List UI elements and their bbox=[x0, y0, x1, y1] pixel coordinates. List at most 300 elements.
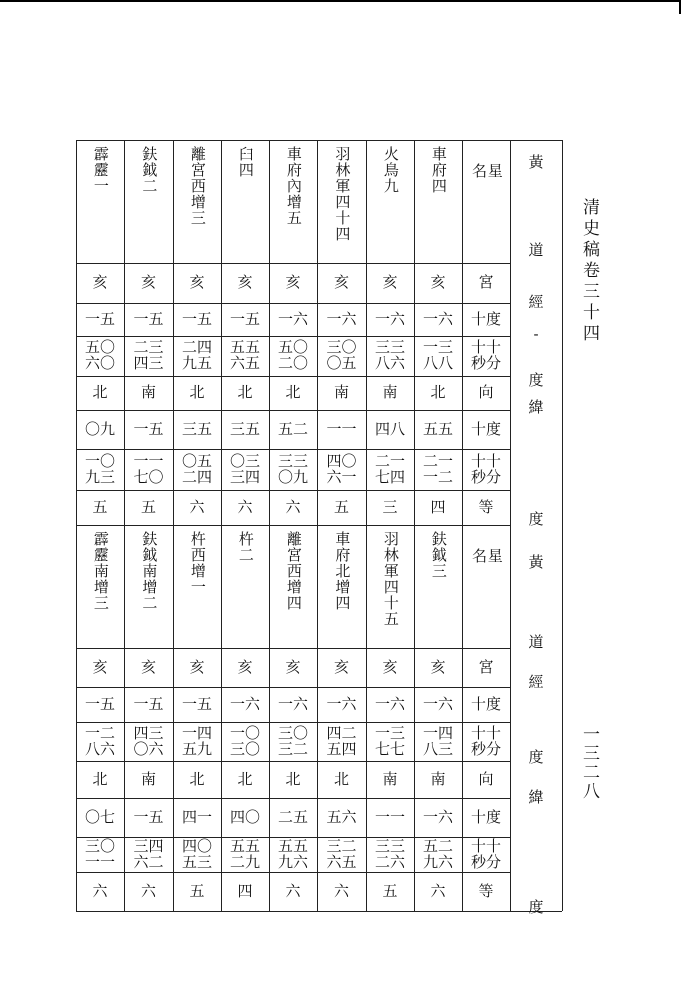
cell-value: 亥 bbox=[285, 273, 301, 292]
star-name-cell bbox=[366, 525, 414, 654]
cell-value: 亥 bbox=[430, 273, 446, 292]
data-cell bbox=[414, 449, 462, 490]
data-cell bbox=[221, 376, 269, 410]
cell-value: 一五 bbox=[133, 309, 164, 328]
cell-value: 亥 bbox=[237, 273, 253, 292]
cell-value: 三四 六二 bbox=[133, 836, 164, 871]
data-cell bbox=[76, 410, 124, 449]
cell-value: 三〇 一一 bbox=[84, 836, 115, 871]
star-name: 車府北增四 bbox=[333, 531, 352, 611]
label-text: 黃 bbox=[528, 552, 544, 571]
star-name-cell bbox=[269, 140, 317, 269]
star-name: 車府四 bbox=[429, 146, 448, 194]
cell-value: 南 bbox=[140, 383, 156, 402]
data-cell bbox=[76, 303, 124, 336]
cell-value: 六 bbox=[333, 881, 349, 900]
header-label: 等 bbox=[478, 497, 494, 516]
cell-value: 亥 bbox=[285, 657, 301, 676]
data-cell bbox=[221, 410, 269, 449]
cell-value: 三三 二六 bbox=[374, 836, 405, 871]
data-cell bbox=[173, 449, 221, 490]
data-cell bbox=[221, 687, 269, 722]
header-cell bbox=[462, 303, 510, 336]
header-cell bbox=[462, 798, 510, 837]
cell-value: 南 bbox=[382, 383, 398, 402]
cell-value: 亥 bbox=[92, 273, 108, 292]
data-cell bbox=[414, 376, 462, 410]
data-cell bbox=[366, 263, 414, 303]
cell-value: 五 bbox=[333, 497, 349, 516]
cell-value: 一六 bbox=[326, 694, 357, 713]
star-name: 鈇鉞二 bbox=[140, 146, 159, 194]
star-name: 霹靂一 bbox=[91, 146, 110, 194]
header-label-cell bbox=[462, 140, 510, 263]
cell-value: 五 bbox=[189, 881, 205, 900]
cell-value: 一六 bbox=[374, 309, 405, 328]
data-cell bbox=[124, 263, 173, 303]
data-cell bbox=[317, 872, 366, 911]
header-label: 星名 bbox=[470, 163, 504, 238]
cell-value: 二五 bbox=[277, 807, 308, 826]
cell-value: 六 bbox=[189, 497, 205, 516]
data-cell bbox=[221, 798, 269, 837]
cell-value: 南 bbox=[140, 769, 156, 788]
star-name-cell bbox=[414, 525, 462, 654]
star-name-cell bbox=[317, 140, 366, 269]
header-label: 十十 秒分 bbox=[470, 338, 501, 372]
star-catalog-table bbox=[76, 140, 562, 916]
data-cell bbox=[317, 761, 366, 798]
data-cell bbox=[269, 648, 317, 687]
label-text: 道 bbox=[528, 240, 544, 259]
header-label: 向 bbox=[478, 383, 494, 402]
data-cell bbox=[414, 263, 462, 303]
label-du bbox=[510, 507, 562, 529]
data-cell bbox=[124, 410, 173, 449]
data-cell bbox=[76, 263, 124, 303]
data-cell bbox=[366, 648, 414, 687]
cell-value: 四〇 五三 bbox=[181, 836, 212, 871]
cell-value: 亥 bbox=[140, 273, 156, 292]
header-cell bbox=[462, 872, 510, 911]
cell-value: 五〇 六〇 bbox=[84, 338, 115, 372]
cell-value: 六 bbox=[140, 881, 156, 900]
cell-value: 二四 九五 bbox=[181, 338, 212, 372]
cell-value: 一五 bbox=[133, 694, 164, 713]
star-name-cell bbox=[76, 525, 124, 654]
cell-value: 北 bbox=[430, 383, 446, 402]
cell-value: 一〇 三〇 bbox=[229, 723, 260, 758]
header-cell bbox=[462, 376, 510, 410]
label-text: 經 bbox=[528, 672, 544, 691]
cell-value: 一五 bbox=[181, 309, 212, 328]
data-cell bbox=[414, 490, 462, 525]
data-cell bbox=[173, 376, 221, 410]
cell-value: 北 bbox=[285, 769, 301, 788]
data-cell bbox=[76, 490, 124, 525]
cell-value: 六 bbox=[285, 497, 301, 516]
star-name: 杵二 bbox=[236, 531, 255, 563]
data-cell bbox=[76, 837, 124, 872]
cell-value: 二三 四三 bbox=[133, 338, 164, 372]
label-du bbox=[510, 368, 562, 390]
cell-value: 南 bbox=[333, 383, 349, 402]
header-cell bbox=[462, 648, 510, 687]
header-label: 十度 bbox=[470, 309, 501, 328]
table-border-line bbox=[76, 911, 562, 912]
data-cell bbox=[76, 376, 124, 410]
cell-value: 四〇 六一 bbox=[326, 451, 357, 486]
cell-value: 一五 bbox=[133, 807, 164, 826]
header-label: 向 bbox=[478, 769, 494, 788]
cell-value: 〇五 二四 bbox=[181, 451, 212, 486]
data-cell bbox=[173, 722, 221, 761]
cell-value: 北 bbox=[189, 769, 205, 788]
data-cell bbox=[366, 303, 414, 336]
data-cell bbox=[317, 263, 366, 303]
header-label: 十度 bbox=[470, 807, 501, 826]
cell-value: 五二 九六 bbox=[422, 836, 453, 871]
cell-value: 五二 bbox=[277, 419, 308, 438]
header-cell bbox=[462, 837, 510, 872]
data-cell bbox=[221, 449, 269, 490]
data-cell bbox=[317, 490, 366, 525]
label-huang bbox=[510, 550, 562, 572]
label-text: 緯 bbox=[528, 787, 544, 806]
label-text: 度 bbox=[528, 897, 544, 916]
data-cell bbox=[317, 722, 366, 761]
cell-value: 一六 bbox=[422, 309, 453, 328]
data-cell bbox=[221, 722, 269, 761]
data-cell bbox=[173, 336, 221, 376]
header-cell bbox=[462, 263, 510, 303]
star-name-cell bbox=[221, 140, 269, 269]
data-cell bbox=[366, 837, 414, 872]
cell-value: 六 bbox=[237, 497, 253, 516]
data-cell bbox=[269, 837, 317, 872]
data-cell bbox=[366, 687, 414, 722]
cell-value: 〇七 bbox=[84, 807, 115, 826]
star-name-cell bbox=[124, 140, 173, 269]
data-cell bbox=[414, 722, 462, 761]
cell-value: 一五 bbox=[229, 309, 260, 328]
star-name-cell bbox=[221, 525, 269, 654]
header-cell bbox=[462, 336, 510, 376]
data-cell bbox=[221, 761, 269, 798]
header-label: 十度 bbox=[470, 694, 501, 713]
header-label: 十十 秒分 bbox=[470, 723, 501, 758]
data-cell bbox=[124, 336, 173, 376]
label-jing bbox=[510, 290, 562, 312]
data-cell bbox=[124, 722, 173, 761]
header-label: 十十 秒分 bbox=[470, 836, 501, 871]
cell-value: 南 bbox=[430, 769, 446, 788]
data-cell bbox=[414, 687, 462, 722]
star-name-cell bbox=[269, 525, 317, 654]
star-name: 臼四 bbox=[236, 146, 255, 178]
data-cell bbox=[414, 837, 462, 872]
star-name: 火鳥九 bbox=[381, 146, 400, 194]
star-name: 杵西增一 bbox=[188, 531, 207, 595]
cell-value: 亥 bbox=[430, 657, 446, 676]
top-border bbox=[0, 0, 681, 2]
data-cell bbox=[124, 449, 173, 490]
star-name-cell bbox=[173, 140, 221, 269]
label-wei bbox=[510, 785, 562, 807]
data-cell bbox=[124, 837, 173, 872]
cell-value: 北 bbox=[237, 769, 253, 788]
star-name: 離宮西增四 bbox=[284, 531, 303, 611]
data-cell bbox=[366, 410, 414, 449]
running-title: 清史稿卷三十四 bbox=[579, 198, 599, 345]
data-cell bbox=[269, 722, 317, 761]
cell-value: 五五 二九 bbox=[229, 836, 260, 871]
star-name-cell bbox=[76, 140, 124, 269]
data-cell bbox=[76, 761, 124, 798]
cell-value: 亥 bbox=[92, 657, 108, 676]
cell-value: 一五 bbox=[181, 694, 212, 713]
data-cell bbox=[76, 872, 124, 911]
cell-value: 三五 bbox=[181, 419, 212, 438]
cell-value: 北 bbox=[285, 383, 301, 402]
data-cell bbox=[76, 336, 124, 376]
cell-value: 三〇 三二 bbox=[277, 723, 308, 758]
cell-value: 北 bbox=[237, 383, 253, 402]
cell-value: 一五 bbox=[133, 419, 164, 438]
cell-value: 二一 一二 bbox=[422, 451, 453, 486]
cell-value: 亥 bbox=[189, 657, 205, 676]
data-cell bbox=[173, 648, 221, 687]
cell-value: 一六 bbox=[277, 694, 308, 713]
cell-value: 六 bbox=[92, 881, 108, 900]
cell-value: 四一 bbox=[181, 807, 212, 826]
cell-value: 亥 bbox=[189, 273, 205, 292]
cell-value: 一二 八六 bbox=[84, 723, 115, 758]
data-cell bbox=[269, 490, 317, 525]
cell-value: 一一 bbox=[326, 419, 357, 438]
header-label: 宮 bbox=[478, 273, 494, 292]
cell-value: 四 bbox=[430, 497, 446, 516]
cell-value: 南 bbox=[382, 769, 398, 788]
star-name-cell bbox=[366, 140, 414, 269]
data-cell bbox=[124, 687, 173, 722]
data-cell bbox=[269, 263, 317, 303]
star-name-cell bbox=[173, 525, 221, 654]
cell-value: 五六 bbox=[326, 807, 357, 826]
cell-value: 一三 七七 bbox=[374, 723, 405, 758]
data-cell bbox=[221, 336, 269, 376]
data-cell bbox=[366, 872, 414, 911]
cell-value: 一五 bbox=[84, 309, 115, 328]
data-cell bbox=[76, 722, 124, 761]
cell-value: 亥 bbox=[382, 657, 398, 676]
cell-value: 四三 〇六 bbox=[133, 723, 164, 758]
data-cell bbox=[317, 336, 366, 376]
data-cell bbox=[269, 872, 317, 911]
label-dash bbox=[510, 323, 562, 345]
star-name: 車府內增五 bbox=[284, 146, 303, 226]
data-cell bbox=[221, 648, 269, 687]
data-cell bbox=[366, 798, 414, 837]
label-text: 經 bbox=[528, 292, 544, 311]
label-text: 道 bbox=[528, 632, 544, 651]
label-dao bbox=[510, 630, 562, 652]
cell-value: 六 bbox=[430, 881, 446, 900]
cell-value: 一六 bbox=[422, 694, 453, 713]
cell-value: 五 bbox=[140, 497, 156, 516]
cell-value: 一一 七〇 bbox=[133, 451, 164, 486]
data-cell bbox=[317, 303, 366, 336]
data-cell bbox=[173, 872, 221, 911]
data-cell bbox=[269, 798, 317, 837]
data-cell bbox=[317, 687, 366, 722]
data-cell bbox=[124, 490, 173, 525]
star-name: 霹靂南增三 bbox=[91, 531, 110, 611]
cell-value: 三〇 〇五 bbox=[326, 338, 357, 372]
data-cell bbox=[317, 837, 366, 872]
data-cell bbox=[269, 449, 317, 490]
header-cell bbox=[462, 687, 510, 722]
data-cell bbox=[414, 303, 462, 336]
cell-value: 一四 五九 bbox=[181, 723, 212, 758]
cell-value: 亥 bbox=[237, 657, 253, 676]
data-cell bbox=[221, 303, 269, 336]
cell-value: 一六 bbox=[374, 694, 405, 713]
data-cell bbox=[414, 872, 462, 911]
data-cell bbox=[366, 761, 414, 798]
cell-value: 〇九 bbox=[84, 419, 115, 438]
data-cell bbox=[173, 837, 221, 872]
data-cell bbox=[366, 490, 414, 525]
label-du bbox=[510, 895, 562, 917]
data-cell bbox=[173, 798, 221, 837]
label-huang bbox=[510, 150, 562, 172]
data-cell bbox=[317, 648, 366, 687]
cell-value: 一一 bbox=[374, 807, 405, 826]
data-cell bbox=[366, 722, 414, 761]
cell-value: 一三 八八 bbox=[422, 338, 453, 372]
header-cell bbox=[462, 410, 510, 449]
star-name: 鈇鉞南增二 bbox=[140, 531, 159, 611]
star-name-cell bbox=[414, 140, 462, 269]
label-text: 緯 bbox=[528, 397, 544, 416]
data-cell bbox=[269, 410, 317, 449]
cell-value: 一五 bbox=[84, 694, 115, 713]
data-cell bbox=[124, 648, 173, 687]
cell-value: 一六 bbox=[326, 309, 357, 328]
cell-value: 〇三 三四 bbox=[229, 451, 260, 486]
header-cell bbox=[462, 490, 510, 525]
data-cell bbox=[221, 263, 269, 303]
data-cell bbox=[414, 798, 462, 837]
header-cell bbox=[462, 722, 510, 761]
cell-value: 四 bbox=[237, 881, 253, 900]
data-cell bbox=[76, 449, 124, 490]
data-cell bbox=[317, 449, 366, 490]
cell-value: 五五 bbox=[422, 419, 453, 438]
cell-value: 亥 bbox=[382, 273, 398, 292]
cell-value: 一六 bbox=[422, 807, 453, 826]
data-cell bbox=[221, 872, 269, 911]
star-name: 羽林軍四十五 bbox=[381, 531, 400, 627]
data-cell bbox=[269, 303, 317, 336]
data-cell bbox=[317, 376, 366, 410]
data-cell bbox=[173, 490, 221, 525]
cell-value: 四二 五四 bbox=[326, 723, 357, 758]
data-cell bbox=[124, 872, 173, 911]
data-cell bbox=[414, 410, 462, 449]
data-cell bbox=[76, 648, 124, 687]
label-text: 度 bbox=[528, 509, 544, 528]
data-cell bbox=[173, 263, 221, 303]
data-cell bbox=[124, 376, 173, 410]
data-cell bbox=[76, 798, 124, 837]
cell-value: 五 bbox=[382, 881, 398, 900]
header-cell bbox=[462, 449, 510, 490]
data-cell bbox=[366, 376, 414, 410]
star-name: 離宮西增三 bbox=[188, 146, 207, 226]
cell-value: 亥 bbox=[333, 657, 349, 676]
data-cell bbox=[269, 376, 317, 410]
data-cell bbox=[124, 798, 173, 837]
cell-value: 北 bbox=[92, 383, 108, 402]
data-cell bbox=[366, 449, 414, 490]
star-name-cell bbox=[124, 525, 173, 654]
data-cell bbox=[124, 303, 173, 336]
header-label: 十十 秒分 bbox=[470, 451, 501, 486]
cell-value: 一〇 九三 bbox=[84, 451, 115, 486]
label-dao bbox=[510, 238, 562, 260]
cell-value: 三二 六五 bbox=[326, 836, 357, 871]
header-label: 宮 bbox=[478, 657, 494, 676]
data-cell bbox=[414, 648, 462, 687]
cell-value: 三三 八六 bbox=[374, 338, 405, 372]
cell-value: 亥 bbox=[333, 273, 349, 292]
header-cell bbox=[462, 761, 510, 798]
cell-value: 五五 九六 bbox=[277, 836, 308, 871]
cell-value: 三五 bbox=[229, 419, 260, 438]
cell-value: 一四 八三 bbox=[422, 723, 453, 758]
label-du bbox=[510, 745, 562, 767]
header-label: 等 bbox=[478, 881, 494, 900]
header-label: 十度 bbox=[470, 419, 501, 438]
data-cell bbox=[173, 687, 221, 722]
cell-value: 三三 〇九 bbox=[277, 451, 308, 486]
header-label-cell bbox=[462, 525, 510, 648]
star-name: 鈇鉞三 bbox=[429, 531, 448, 579]
label-text: 度 bbox=[528, 370, 544, 389]
star-name-cell bbox=[317, 525, 366, 654]
cell-value: 六 bbox=[285, 881, 301, 900]
data-cell bbox=[173, 303, 221, 336]
label-text: 黃 bbox=[528, 152, 544, 171]
data-cell bbox=[269, 336, 317, 376]
data-cell bbox=[414, 761, 462, 798]
cell-value: 一六 bbox=[229, 694, 260, 713]
data-cell bbox=[366, 336, 414, 376]
page-number: 一三二八 bbox=[579, 725, 599, 801]
cell-value: 三 bbox=[382, 497, 398, 516]
data-cell bbox=[317, 798, 366, 837]
cell-value: 一六 bbox=[277, 309, 308, 328]
label-text: - bbox=[533, 325, 539, 343]
label-jing bbox=[510, 670, 562, 692]
cell-value: 四〇 bbox=[229, 807, 260, 826]
data-cell bbox=[414, 336, 462, 376]
cell-value: 四八 bbox=[374, 419, 405, 438]
label-text: 度 bbox=[528, 747, 544, 766]
star-name: 羽林軍四十四 bbox=[333, 146, 352, 242]
